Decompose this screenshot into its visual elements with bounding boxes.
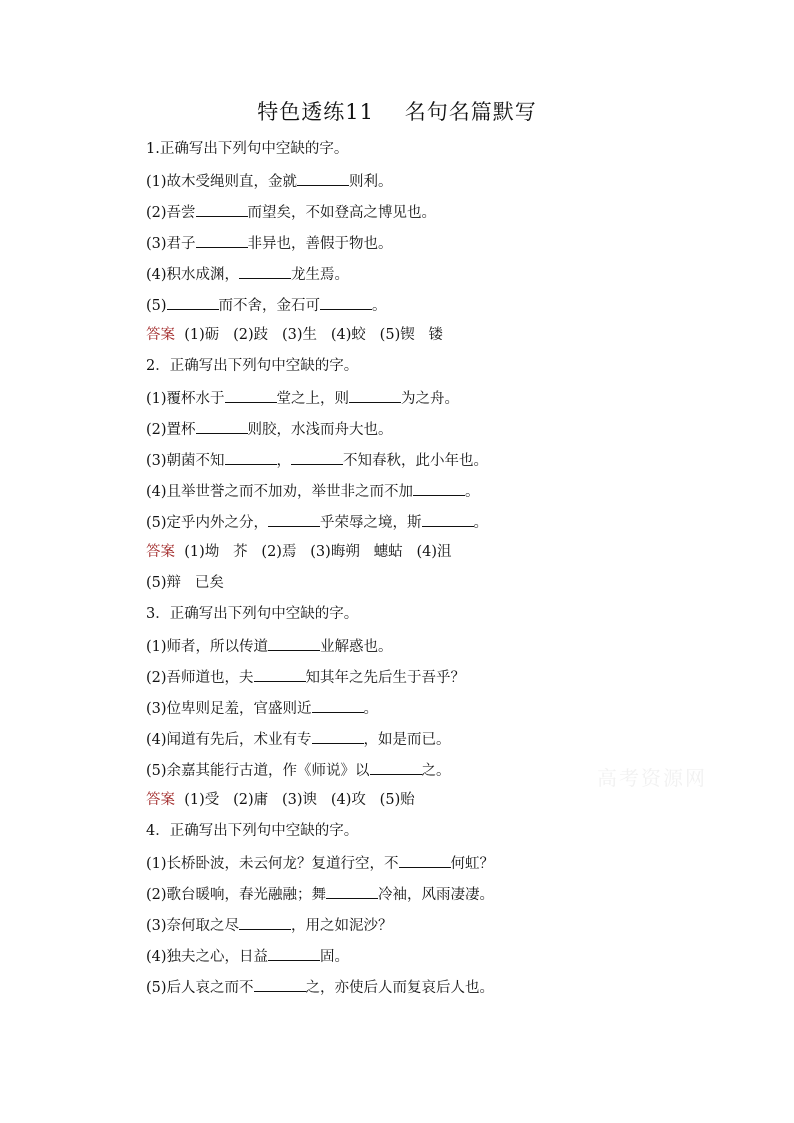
question-text: 何虹？: [450, 856, 495, 872]
fill-in-blank: [399, 855, 451, 868]
question-text: (4)积水成渊，: [146, 267, 240, 283]
question-line: [146, 235, 746, 266]
question-line: [146, 607, 746, 638]
question-text: 1.正确写出下列句中空缺的字。: [146, 141, 349, 157]
fill-in-blank: [312, 700, 364, 713]
question-text: (5)辩 已矣: [146, 575, 224, 591]
question-text: (1)长桥卧波，未云何龙？复道行空，不: [146, 856, 399, 872]
question-text: (3)君子: [146, 236, 196, 252]
question-text: 。: [465, 484, 480, 500]
question-text: 而不舍，金石可: [218, 298, 321, 314]
answer-line: [146, 793, 746, 824]
question-line: [146, 731, 746, 762]
answer-text: (1)砺 (2)跂 (3)生 (4)蛟 (5)锲 镂: [175, 327, 444, 343]
question-text: 知其年之先后生于吾乎？: [305, 670, 466, 686]
question-line: [146, 390, 746, 421]
question-text: (4)且举世誉之而不加劝，举世非之而不加: [146, 484, 414, 500]
question-line: [146, 917, 746, 948]
question-text: (2)置杯: [146, 422, 196, 438]
answer-label: 答案: [146, 544, 175, 560]
question-line: [146, 266, 746, 297]
page-title: 特色透练11 名句名篇默写: [257, 100, 537, 124]
question-text: 为之舟。: [401, 391, 460, 407]
question-line: [146, 886, 746, 917]
question-line: [146, 452, 746, 483]
question-line: [146, 173, 746, 204]
question-text: 。: [363, 701, 379, 717]
question-text: (5)后人哀之而不: [146, 980, 254, 996]
question-text: 则胶，水浅而舟大也。: [247, 422, 393, 438]
question-text: (5)余嘉其能行古道，作《师说》以: [146, 763, 370, 779]
question-text: 4．正确写出下列句中空缺的字。: [146, 823, 359, 839]
question-text: 固。: [320, 949, 350, 965]
question-text: (3)朝菌不知: [146, 453, 225, 469]
question-text: 而望矣，不如登高之博见也。: [247, 205, 437, 221]
fill-in-blank: [196, 204, 248, 217]
question-line: [146, 979, 746, 1010]
question-text: 龙生焉。: [291, 267, 350, 283]
question-text: (4)独夫之心，日益: [146, 949, 269, 965]
answer-label: 答案: [146, 792, 175, 808]
fill-in-blank: [196, 235, 248, 248]
fill-in-blank: [254, 979, 306, 992]
answer-text: (1)坳 芥 (2)焉 (3)晦朔 蟪蛄 (4)沮: [175, 544, 452, 560]
exercise-content: [146, 142, 746, 1010]
fill-in-blank: [422, 514, 474, 527]
watermark: 高考资源网: [597, 766, 707, 790]
fill-in-blank: [326, 886, 378, 899]
fill-in-blank: [320, 297, 372, 310]
question-text: (2)吾师道也，夫: [146, 670, 254, 686]
question-text: ，用之如泥沙？: [291, 918, 393, 934]
question-line: [146, 948, 746, 979]
question-line: [146, 855, 746, 886]
question-text: 2．正确写出下列句中空缺的字。: [146, 358, 359, 374]
fill-in-blank: [254, 669, 306, 682]
question-text: (2)歌台暖响，春光融融；舞: [146, 887, 327, 903]
question-line: [146, 359, 746, 390]
fill-in-blank: [239, 917, 291, 930]
question-line: [146, 638, 746, 669]
fill-in-blank: [312, 731, 364, 744]
fill-in-blank: [370, 762, 422, 775]
question-line: [146, 483, 746, 514]
answer-text: (1)受 (2)庸 (3)谀 (4)攻 (5)贻: [175, 792, 415, 808]
question-line: [146, 421, 746, 452]
question-text: 堂之上，则: [276, 391, 350, 407]
question-text: ，: [276, 453, 292, 469]
question-text: (5)定乎内外之分，: [146, 515, 269, 531]
question-text: (2)吾尝: [146, 205, 196, 221]
question-text: (1)覆杯水于: [146, 391, 225, 407]
fill-in-blank: [413, 483, 465, 496]
question-text: 非异也，善假于物也。: [247, 236, 393, 252]
question-text: (4)闻道有先后，术业有专: [146, 732, 312, 748]
answer-line: [146, 328, 746, 359]
fill-in-blank: [291, 452, 343, 465]
fill-in-blank: [349, 390, 401, 403]
question-text: (3)奈何取之尽: [146, 918, 240, 934]
fill-in-blank: [268, 948, 320, 961]
fill-in-blank: [225, 452, 277, 465]
question-line: [146, 297, 746, 328]
answer-label: 答案: [146, 327, 175, 343]
question-text: (1)师者，所以传道: [146, 639, 269, 655]
question-text: 。: [473, 515, 489, 531]
answer-line: [146, 545, 746, 576]
question-line: [146, 669, 746, 700]
question-text: (3)位卑则足羞，官盛则近: [146, 701, 312, 717]
question-text: 则利。: [349, 174, 393, 190]
question-line: [146, 700, 746, 731]
question-text: 冷袖，风雨凄凄。: [378, 887, 495, 903]
question-text: ，如是而已。: [363, 732, 451, 748]
question-text: 。: [372, 298, 387, 314]
fill-in-blank: [268, 514, 320, 527]
question-text: 乎荣辱之境，斯: [320, 515, 422, 531]
fill-in-blank: [297, 173, 349, 186]
question-line: [146, 514, 746, 545]
fill-in-blank: [167, 297, 219, 310]
question-text: 之。: [421, 763, 451, 779]
question-text: (5): [146, 298, 167, 314]
question-text: 3．正确写出下列句中空缺的字。: [146, 606, 359, 622]
fill-in-blank: [239, 266, 291, 279]
question-text: (1)故木受绳则直，金就: [146, 174, 298, 190]
question-text: 不知春秋，此小年也。: [343, 453, 489, 469]
question-line: [146, 204, 746, 235]
question-text: 业解惑也。: [320, 639, 393, 655]
fill-in-blank: [196, 421, 248, 434]
question-text: 之，亦使后人而复哀后人也。: [305, 980, 495, 996]
question-line: [146, 824, 746, 855]
fill-in-blank: [225, 390, 277, 403]
fill-in-blank: [268, 638, 320, 651]
question-line: [146, 142, 746, 173]
question-line: [146, 576, 746, 607]
